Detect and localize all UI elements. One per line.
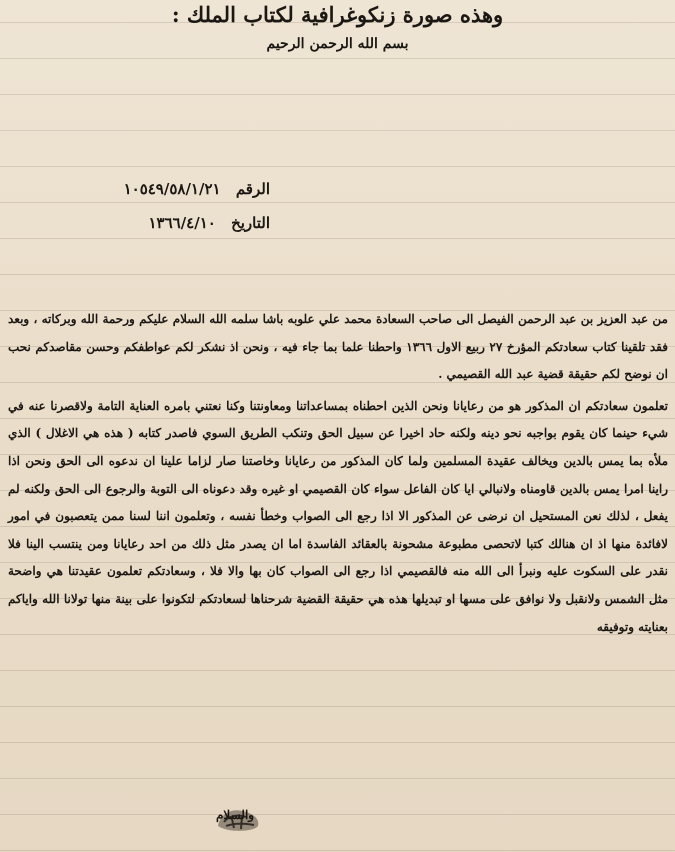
reference-number-value: ١٠٥٤٩/٥٨/١/٢١	[123, 180, 221, 198]
date-line	[148, 214, 270, 232]
closing-salutation: والسلام	[216, 808, 255, 822]
page-caption: وهذه صورة زنكوغرافية لكتاب الملك :	[171, 2, 504, 27]
basmala-heading: بسم الله الرحمن الرحيم	[266, 36, 409, 52]
letter-body	[8, 306, 668, 641]
date-label: التاريخ	[231, 214, 270, 232]
letter-main-paragraph: تعلمون سعادتكم ان المذكور هو من رعايانا ونحن الذين احطناه بمساعداتنا ومعاونتنا وكنا نعتني بامره العناية التامة ولاقصرنا عنه في شيء حينما كان يقوم بواجبه نحو دينه ولكنه حاد اخيرا عن سبيل الحق وتنكب الطريق السوي فاصدر كتابه ( هذه هي الاغلال ) الذي ملأه بما يمس بالدين ويخالف عقيدة المسلمين ولما كان المذكور من رعايانا وخاصتنا صار لزاما علينا ان ندعوه الى الحق ونحن اذا راينا امرا يمس بالدين قاومناه ولانبالي ايا كان الفاعل سواء كان القصيمي او غيره وقد دعوناه الى التوبة والرجوع الى الحق ولكنه لم يفعل ، لذلك نعن المستحيل ان نرضى عن المذكور الا اذا رجع الى الصواب وخطأ نفسه ، وتعلمون اننا لسنا ممن يتعصبون في امور لافائدة منها اذ ان هنالك كتبا لاتحصى مطبوعة مشحونة بالعقائد الفاسدة اما ان يصدر مثل ذلك من احد رعايانا ومن ينتسب الينا فلا نقدر على السكوت عليه ونبرأ الى الله منه فالقصيمي اذا رجع الى الصواب كان بها والا فلا ، وسعادتكم تعلمون عقيدتنا هي واضحة مثل الشمس ولانقبل ولا نوافق على مسها او تبديلها هذه هي حقيقة القضية شرحناها لسعادتكم لتكونوا على بينة منها تولانا الله واياكم بعنايته وتوفيقه	[8, 398, 668, 634]
reference-number-line	[124, 180, 270, 198]
date-value: ١٣٦٦/٤/١٠	[148, 214, 216, 232]
reference-number-label: الرقم	[235, 180, 270, 198]
letter-opening-paragraph: من عبد العزيز بن عبد الرحمن الفيصل الى صاحب السعادة محمد علي علوبه باشا سلمه الله السلام عليكم ورحمة الله وبركاته ، وبعد فقد تلقينا كتاب سعادتكم المؤرخ ٢٧ ربيع الاول ١٣٦٦ واحطنا علما بما جاء فيه ، ونحن اذ نشكر لكم عواطفكم وحسن مقاصدكم نحب ان نوضح لكم حقيقة قضية عبد الله القصيمي .	[8, 312, 668, 382]
